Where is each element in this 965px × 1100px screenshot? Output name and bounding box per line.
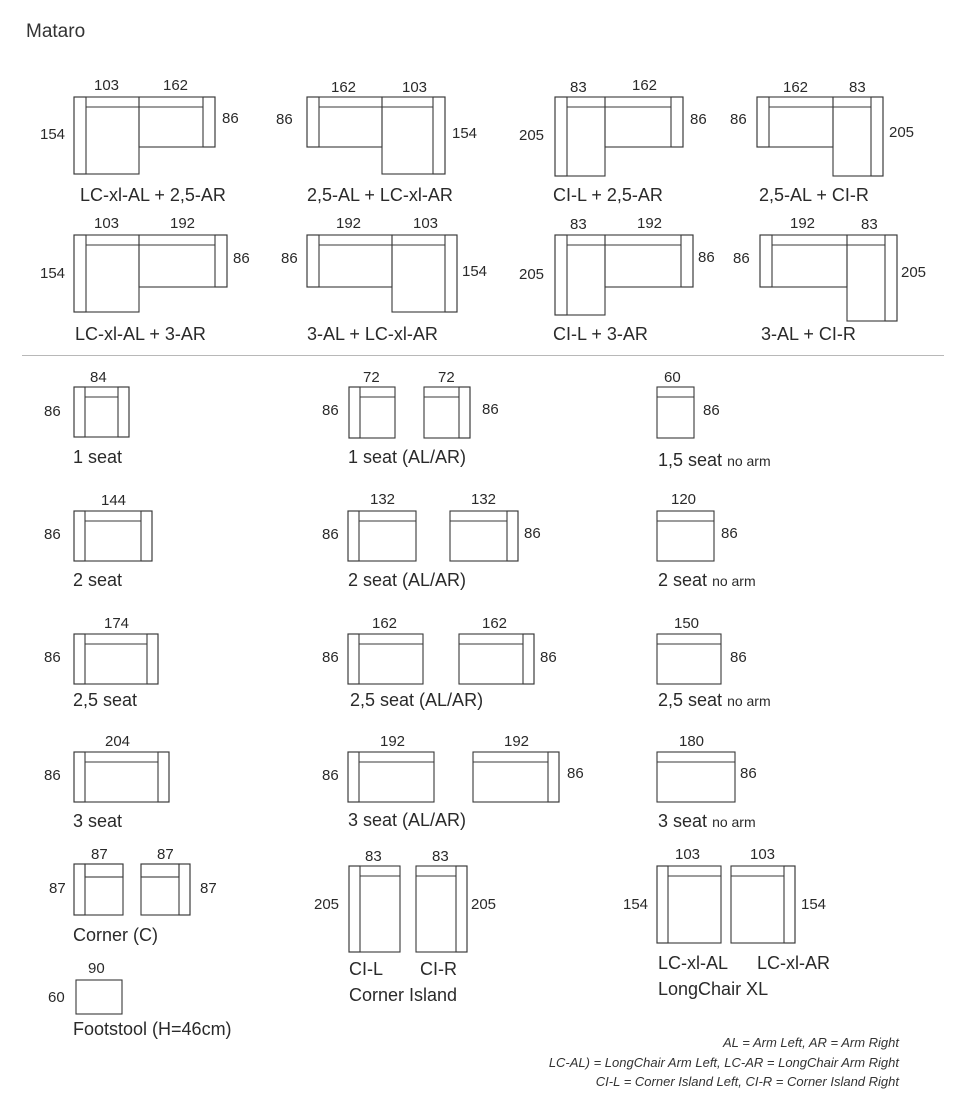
- dim: 84: [90, 369, 107, 386]
- dim: 86: [482, 401, 499, 418]
- module-2-seat-no-arm: [657, 511, 714, 561]
- module-1-seat-al-ar: [349, 387, 470, 438]
- dim: 150: [674, 615, 700, 632]
- module-label: 2,5 seat: [73, 690, 138, 710]
- dim: 87: [49, 880, 66, 897]
- dim: 192: [336, 215, 362, 232]
- dim: 87: [200, 880, 217, 897]
- dim: 83: [849, 79, 866, 96]
- module-label: 2 seat no arm: [658, 570, 756, 590]
- module-1-5-seat-no-arm: [657, 387, 694, 438]
- module-2-seat-al-ar: [348, 511, 518, 561]
- dim: 86: [698, 249, 715, 266]
- module-corner-island: [349, 866, 467, 952]
- dim: 205: [314, 896, 340, 913]
- section-divider: [22, 355, 944, 356]
- dim: 86: [322, 402, 339, 419]
- module-label: LC-xl-AL: [658, 953, 729, 973]
- dim: 86: [730, 649, 747, 666]
- dim: 103: [750, 846, 776, 863]
- dim: 86: [322, 649, 339, 666]
- dim: 162: [372, 615, 398, 632]
- dim: 83: [365, 848, 382, 865]
- legend-line: AL = Arm Left, AR = Arm Right: [722, 1035, 899, 1050]
- module-longchair-xl: [657, 866, 795, 943]
- dim: 86: [740, 765, 757, 782]
- dim: 192: [380, 733, 406, 750]
- dim: 86: [44, 649, 61, 666]
- dim: 174: [104, 615, 130, 632]
- module-footstool: [76, 980, 122, 1014]
- combo-label: LC-xl-AL + 3-AR: [75, 324, 206, 344]
- dim: 144: [101, 492, 127, 509]
- dim: 60: [664, 369, 681, 386]
- dim: 154: [462, 263, 488, 280]
- dim: 205: [519, 127, 545, 144]
- page-title: Mataro: [26, 21, 86, 42]
- module-2-5-seat: [74, 634, 158, 684]
- dim: 154: [40, 265, 66, 282]
- dim: 83: [570, 79, 587, 96]
- module-label: 3 seat: [73, 811, 123, 831]
- combo-label: 2,5-AL + CI-R: [759, 185, 869, 205]
- combo-3-al-lc-xl-ar: [307, 235, 457, 312]
- module-label: 2,5 seat (AL/AR): [350, 690, 484, 710]
- dim: 60: [48, 989, 65, 1006]
- dim: 162: [482, 615, 508, 632]
- dim: 86: [281, 250, 298, 267]
- dim: 132: [370, 491, 396, 508]
- dim: 86: [703, 402, 720, 419]
- combo-label: CI-L + 3-AR: [553, 324, 648, 344]
- module-label: 1,5 seat no arm: [658, 450, 771, 470]
- dim: 120: [671, 491, 697, 508]
- module-3-seat-no-arm: [657, 752, 735, 802]
- legend-line: CI-L = Corner Island Left, CI-R = Corner Island Right: [595, 1074, 899, 1089]
- dim: 103: [675, 846, 701, 863]
- dim: 205: [901, 264, 927, 281]
- dim: 87: [157, 846, 174, 863]
- dim: 72: [363, 369, 380, 386]
- dim: 103: [94, 215, 120, 232]
- dim: 72: [438, 369, 455, 386]
- combo-label: LC-xl-AL + 2,5-AR: [80, 185, 226, 205]
- module-2-seat: [74, 511, 152, 561]
- dim: 162: [632, 77, 658, 94]
- dim: 205: [519, 266, 545, 283]
- module-label: 2 seat: [73, 570, 123, 590]
- dim: 86: [540, 649, 557, 666]
- module-label: 3 seat no arm: [658, 811, 756, 831]
- dim: 180: [679, 733, 705, 750]
- module-label: LongChair XL: [658, 979, 769, 999]
- dim: 90: [88, 960, 105, 977]
- dim: 83: [432, 848, 449, 865]
- dim: 103: [94, 77, 120, 94]
- combo-ci-l-25-ar: [555, 97, 683, 176]
- dim: 86: [721, 525, 738, 542]
- combo-25-al-ci-r: [757, 97, 883, 176]
- dim: 192: [504, 733, 530, 750]
- dim: 86: [44, 767, 61, 784]
- module-label: CI-L: [349, 959, 384, 979]
- dim: 162: [163, 77, 189, 94]
- dim: 86: [276, 111, 293, 128]
- combo-lc-xl-al-25-ar: [74, 97, 215, 174]
- combo-3-al-ci-r: [760, 235, 897, 321]
- module-1-seat: [74, 387, 129, 437]
- module-label: 1 seat (AL/AR): [348, 447, 467, 467]
- module-label: 2,5 seat no arm: [658, 690, 771, 710]
- dim: 83: [861, 216, 878, 233]
- dim: 204: [105, 733, 131, 750]
- module-label: 1 seat: [73, 447, 123, 467]
- dim: 192: [637, 215, 663, 232]
- dim: 103: [413, 215, 439, 232]
- combo-label: 3-AL + LC-xl-AR: [307, 324, 438, 344]
- combo-label: 3-AL + CI-R: [761, 324, 856, 344]
- dim: 86: [44, 526, 61, 543]
- dim: 86: [690, 111, 707, 128]
- legend-line: LC-AL) = LongChair Arm Left, LC-AR = LongChair Arm Right: [548, 1055, 899, 1070]
- module-label: Corner Island: [349, 985, 458, 1005]
- combo-label: CI-L + 2,5-AR: [553, 185, 663, 205]
- dim: 154: [40, 126, 66, 143]
- module-label: Footstool (H=46cm): [73, 1019, 232, 1039]
- module-label: 3 seat (AL/AR): [348, 810, 467, 830]
- combo-lc-xl-al-3-ar: [74, 235, 227, 312]
- dim: 154: [801, 896, 827, 913]
- dim: 86: [567, 765, 584, 782]
- module-2-5-seat-al-ar: [348, 634, 534, 684]
- module-3-seat: [74, 752, 169, 802]
- dim: 86: [730, 111, 747, 128]
- module-corner: [74, 864, 190, 915]
- combo-label: 2,5-AL + LC-xl-AR: [307, 185, 453, 205]
- dim: 162: [331, 79, 357, 96]
- dim: 86: [322, 526, 339, 543]
- dim: 86: [44, 403, 61, 420]
- dim: 86: [733, 250, 750, 267]
- dim: 103: [402, 79, 428, 96]
- dim: 83: [570, 216, 587, 233]
- dim: 192: [790, 215, 816, 232]
- module-2-5-seat-no-arm: [657, 634, 721, 684]
- dim: 86: [222, 110, 239, 127]
- dim: 86: [233, 250, 250, 267]
- dim: 205: [889, 124, 915, 141]
- dim: 192: [170, 215, 196, 232]
- module-label: CI-R: [420, 959, 457, 979]
- module-label: LC-xl-AR: [757, 953, 831, 973]
- dim: 132: [471, 491, 497, 508]
- dim: 154: [623, 896, 649, 913]
- module-3-seat-al-ar: [348, 752, 559, 802]
- combo-ci-l-3-ar: [555, 235, 693, 315]
- dim: 87: [91, 846, 108, 863]
- dim: 86: [524, 525, 541, 542]
- combo-25-al-lc-xl-ar: [307, 97, 445, 174]
- module-label: Corner (C): [73, 925, 159, 945]
- dim: 154: [452, 125, 478, 142]
- dim: 205: [471, 896, 497, 913]
- dim: 162: [783, 79, 809, 96]
- dim: 86: [322, 767, 339, 784]
- module-label: 2 seat (AL/AR): [348, 570, 467, 590]
